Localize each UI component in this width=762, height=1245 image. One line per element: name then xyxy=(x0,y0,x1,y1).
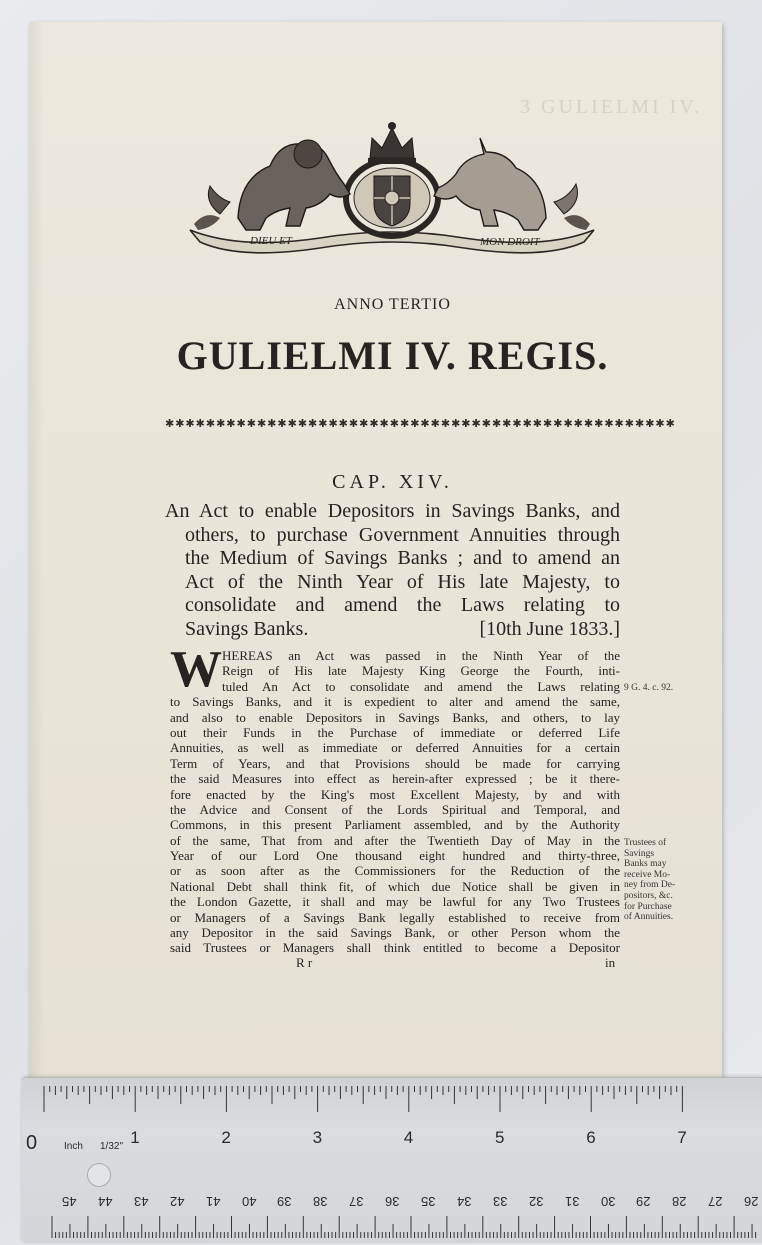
ruler xyxy=(22,1077,762,1243)
margin-note-line: ney from De- xyxy=(624,880,676,891)
anno-tertio-heading: ANNO TERTIO xyxy=(334,296,451,313)
ruler-cm-number: 31 xyxy=(564,1194,580,1209)
signature-mark: R r xyxy=(296,955,313,970)
margin-note-line: Trustees of xyxy=(624,838,667,848)
act-title xyxy=(165,500,620,641)
ruler-ticks xyxy=(22,1078,762,1243)
body-line: Year of our Lord One thousand eight hundred and thirty-three, xyxy=(170,848,620,864)
margin-note-line: positors, &c. xyxy=(624,890,673,901)
motto-right: MON DROIT xyxy=(480,236,540,248)
body-line: and also to enable Depositors in Savings Banks, and others, to lay xyxy=(170,709,620,725)
margin-note-line: receive Mo- xyxy=(624,869,671,880)
ruler-cm-number: 40 xyxy=(241,1194,256,1209)
ruler-cm-number: 33 xyxy=(492,1194,508,1209)
ruler-cm-number: 32 xyxy=(528,1194,544,1209)
body-line: the Advice and Consent of the Lords Spiritual and Temporal, and xyxy=(170,801,620,817)
drop-cap: W xyxy=(170,641,222,698)
title-line: Savings Banks. xyxy=(185,617,309,640)
ruler-inch-number: 0 xyxy=(26,1132,38,1154)
ruler-cm-number: 43 xyxy=(133,1194,149,1209)
title-line: the Medium of Savings Banks ; and to amend an xyxy=(185,547,620,569)
body-line: any Depositor in the said Savings Bank, or other Person whom the xyxy=(170,925,620,941)
body-line: tuled An Act to consolidate and amend the Laws relating xyxy=(222,678,620,694)
ruler-cm-number: 37 xyxy=(349,1194,364,1209)
body-line: the London Gazette, it shall and may be lawful for any Two Trustees xyxy=(170,894,620,910)
ruler-inch-number: 4 xyxy=(403,1128,414,1147)
ruler-cm-number: 36 xyxy=(385,1194,400,1209)
body-line: said Trustees or Managers shall think entitled to become a Depositor xyxy=(170,940,620,956)
title-line: Act of the Ninth Year of His late Majesty, to xyxy=(185,570,620,593)
ruler-cm-number: 44 xyxy=(97,1194,113,1209)
ornamental-rule: ✱✱✱✱✱✱✱✱✱✱✱✱✱✱✱✱✱✱✱✱✱✱✱✱✱✱✱✱✱✱✱✱✱✱✱✱✱✱✱✱✱✱✱✱✱✱✱✱✱✱ xyxy=(165,418,676,430)
act-date: [10th June 1833.] xyxy=(479,617,620,640)
body-line: Reign of His late Majesty King George the Fourth, inti- xyxy=(222,663,620,679)
title-line: consolidate and amend the Laws relating to xyxy=(185,594,620,616)
body-line: of the same, That from and after the Twentieth Day of May in the xyxy=(170,832,620,848)
ruler-cm-number: 34 xyxy=(456,1194,472,1209)
show-through-text: 3 GULIELMI IV. xyxy=(520,96,703,118)
body-line: out their Funds in the Purchase of immediate or deferred Life xyxy=(170,724,620,740)
ruler-inch-number: 6 xyxy=(586,1128,596,1147)
chapter-heading: CAP. XIV. xyxy=(332,471,453,493)
ruler-inch-number: 5 xyxy=(495,1128,505,1147)
ruler-inch-number: 3 xyxy=(312,1128,323,1147)
body-line: or Managers of a Savings Bank legally established to receive from xyxy=(170,909,620,925)
ruler-cm-number: 39 xyxy=(277,1194,292,1209)
ruler-unit-label: Inch xyxy=(64,1141,83,1152)
body-line: or as soon after as the Commissioners for the Reduction of the xyxy=(170,863,620,879)
body-text xyxy=(170,641,620,956)
catchword: in xyxy=(605,955,616,970)
body-line: Annuities, as well as immediate or deferred Annuities for a certain xyxy=(170,740,620,756)
title-line-last xyxy=(165,618,620,642)
ruler-cm-number: 41 xyxy=(205,1194,221,1209)
ruler-inch-number: 1 xyxy=(130,1128,140,1147)
title-line: An Act to enable Depositors in Savings Banks, and xyxy=(165,500,620,522)
ruler-cm-number: 29 xyxy=(636,1194,651,1209)
body-line: HEREAS an Act was passed in the Ninth Year of the xyxy=(222,648,620,663)
margin-reference: 9 G. 4. c. 92. xyxy=(624,683,674,693)
title-line: others, to purchase Government Annuities through xyxy=(185,523,620,546)
ruler-cm-number: 38 xyxy=(313,1194,328,1209)
margin-note-line: Savings xyxy=(624,848,655,859)
ruler-cm-number: 26 xyxy=(744,1194,759,1209)
royal-coat-of-arms xyxy=(180,118,604,258)
ruler-cm-number: 28 xyxy=(672,1194,687,1209)
motto-left: DIEU ET xyxy=(250,235,292,247)
body-line: the said Measures into effect as herein-after expressed ; be it there- xyxy=(170,771,620,787)
ruler-cm-number: 30 xyxy=(600,1194,615,1209)
margin-note xyxy=(624,838,675,923)
body-line: Commons, in this present Parliament assembled, and by the Authority xyxy=(170,817,620,833)
ruler-hole xyxy=(87,1163,111,1187)
ruler-cm-number: 45 xyxy=(62,1194,77,1209)
body-line: National Debt shall think fit, of which due Notice shall be given in xyxy=(170,878,620,894)
ruler-cm-number: 27 xyxy=(708,1194,723,1209)
margin-note-line: of Annuities. xyxy=(624,912,674,923)
ruler-inch-number: 7 xyxy=(677,1128,687,1147)
ruler-cm-number: 42 xyxy=(169,1194,185,1209)
ruler-cm-number: 35 xyxy=(421,1194,436,1209)
ruler-fraction-label: 1/32" xyxy=(100,1141,124,1152)
regis-title: GULIELMI IV. REGIS. xyxy=(176,333,609,378)
body-line: Term of Years, and that Provisions should be made for carrying xyxy=(170,755,620,771)
body-line: fore enacted by the King's most Excellent Majesty, by and with xyxy=(170,786,620,802)
body-line: to Savings Banks, and it is expedient to alter and amend the same, xyxy=(170,694,620,710)
margin-note-line: for Purchase xyxy=(624,901,672,912)
margin-note-line: Banks may xyxy=(624,859,667,870)
ruler-inch-number: 2 xyxy=(221,1128,231,1147)
